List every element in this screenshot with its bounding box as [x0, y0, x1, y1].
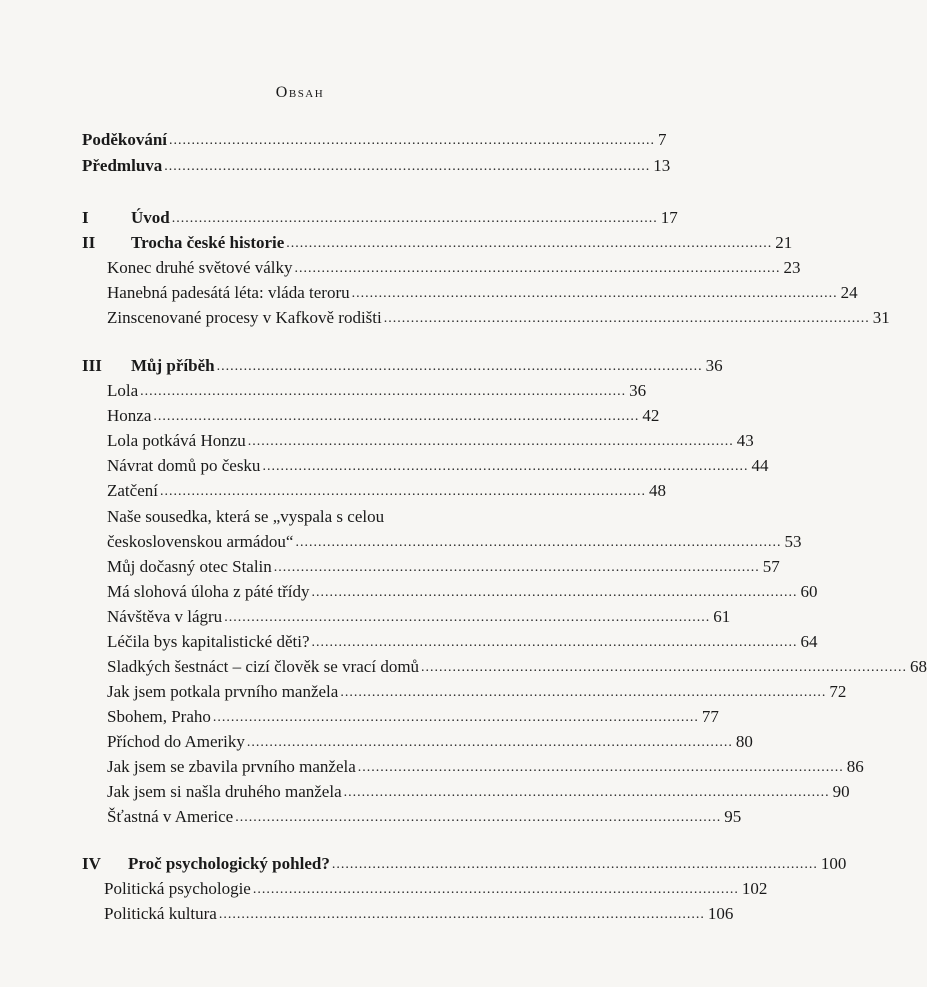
- toc-entry-label: Má slohová úloha z páté třídy: [107, 582, 310, 601]
- toc-entry-label: Lola potkává Honzu: [107, 431, 246, 450]
- toc-entry-label: Konec druhé světové války: [107, 258, 293, 277]
- dot-leader: ............................................................................................................: [224, 610, 711, 625]
- toc-entry-podekovani: [82, 128, 667, 152]
- toc-subentry-label-line1: Naše sousedka, která se „vyspala s celou: [107, 507, 385, 526]
- toc-entry-label: Sbohem, Praho: [107, 707, 211, 726]
- toc-subentry: [107, 281, 858, 305]
- toc-subentry: [107, 580, 818, 604]
- dot-leader: ............................................................................................................: [343, 785, 830, 800]
- toc-page-number: 86: [846, 757, 864, 776]
- section-number: III: [82, 356, 102, 375]
- toc-entry-label: Můj dočasný otec Stalin: [107, 557, 272, 576]
- dot-leader: ............................................................................................................: [295, 535, 782, 550]
- dot-leader: ............................................................................................................: [383, 311, 870, 326]
- toc-entry-label: Šťastná v Americe: [107, 807, 234, 826]
- dot-leader: ............................................................................................................: [421, 660, 908, 675]
- toc-subentry: [107, 655, 927, 679]
- dot-leader: ............................................................................................................: [331, 857, 818, 872]
- toc-entry-label: Politická psychologie: [104, 879, 251, 898]
- toc-entry-label: Politická kultura: [104, 904, 217, 923]
- toc-page-number: 72: [829, 682, 847, 701]
- dot-leader: ............................................................................................................: [294, 261, 781, 276]
- toc-entry-label: Návrat domů po česku: [107, 456, 261, 475]
- toc-page-number: 44: [751, 456, 769, 475]
- toc-page-number: 17: [660, 208, 678, 227]
- dot-leader: ............................................................................................................: [171, 211, 658, 226]
- toc-subentry: [107, 730, 753, 754]
- toc-page-number: 42: [642, 406, 660, 425]
- dot-leader: ............................................................................................................: [235, 810, 722, 825]
- dot-leader: ............................................................................................................: [252, 882, 739, 897]
- toc-entry-label: Jak jsem si našla druhého manžela: [107, 782, 342, 801]
- toc-entry-label: Zinscenované procesy v Kafkově rodišti: [107, 308, 382, 327]
- toc-entry-proc-psychologicky-pohled: [128, 852, 847, 876]
- section-number: II: [82, 233, 96, 252]
- toc-entry-label: Předmluva: [82, 156, 163, 175]
- dot-leader: ............................................................................................................: [218, 907, 705, 922]
- toc-subentry: [107, 780, 850, 804]
- toc-entry-label: Léčila bys kapitalistické děti?: [107, 632, 310, 651]
- dot-leader: ............................................................................................................: [311, 585, 798, 600]
- dot-leader: ............................................................................................................: [153, 409, 640, 424]
- toc-page-number: 106: [707, 904, 734, 923]
- dot-leader: ............................................................................................................: [216, 359, 703, 374]
- toc-entry-label: Sladkých šestnáct – cizí člověk se vrací domů: [107, 657, 420, 676]
- dot-leader: ............................................................................................................: [159, 484, 646, 499]
- page-title: Obsah: [275, 84, 325, 101]
- toc-subentry: [104, 877, 768, 901]
- toc-page-number: 43: [736, 431, 754, 450]
- toc-page-number: 80: [735, 732, 753, 751]
- section-number: I: [82, 208, 89, 227]
- toc-entry-trocha-ceske-historie: [131, 231, 793, 255]
- toc-page-number: 13: [653, 156, 671, 175]
- toc-subentry: [107, 680, 847, 704]
- toc-page-number: 31: [872, 308, 890, 327]
- toc-entry-uvod: [131, 206, 678, 230]
- toc-page-number: 23: [783, 258, 801, 277]
- toc-subentry: [107, 605, 731, 629]
- toc-page-number: 90: [832, 782, 850, 801]
- dot-leader: ............................................................................................................: [340, 685, 827, 700]
- toc-subentry: [107, 479, 666, 503]
- dot-leader: ............................................................................................................: [262, 459, 749, 474]
- toc-page-number: 68: [910, 657, 927, 676]
- toc-subentry: [107, 630, 818, 654]
- toc-subentry: [107, 530, 802, 554]
- toc-entry-label: Lola: [107, 381, 139, 400]
- toc-entry-predmluva: [82, 154, 671, 178]
- toc-entry-label: Úvod: [131, 208, 170, 227]
- toc-subentry: [107, 805, 742, 829]
- toc-subentry: [107, 379, 647, 403]
- toc-subentry: [104, 902, 734, 926]
- toc-entry-label: Příchod do Ameriky: [107, 732, 245, 751]
- dot-leader: ............................................................................................................: [351, 286, 838, 301]
- dot-leader: ............................................................................................................: [357, 760, 844, 775]
- toc-entry-label: Jak jsem se zbavila prvního manžela: [107, 757, 356, 776]
- toc-page-number: 77: [701, 707, 719, 726]
- toc-page-number: 48: [648, 481, 666, 500]
- toc-page-number: 95: [724, 807, 742, 826]
- toc-subentry: [107, 256, 801, 280]
- toc-entry-label: československou armádou“: [107, 532, 294, 551]
- toc-page-number: 57: [762, 557, 780, 576]
- toc-subentry: [107, 429, 754, 453]
- toc-subentry: [107, 755, 864, 779]
- dot-leader: ............................................................................................................: [164, 159, 651, 174]
- dot-leader: ............................................................................................................: [286, 236, 773, 251]
- toc-page-number: 21: [775, 233, 793, 252]
- dot-leader: ............................................................................................................: [140, 384, 627, 399]
- toc-page-number: 7: [658, 130, 667, 149]
- toc-page-number: 36: [629, 381, 647, 400]
- dot-leader: ............................................................................................................: [212, 710, 699, 725]
- dot-leader: ............................................................................................................: [273, 560, 760, 575]
- dot-leader: ............................................................................................................: [169, 133, 656, 148]
- toc-page-number: 64: [800, 632, 818, 651]
- toc-subentry: [107, 454, 769, 478]
- toc-entry-label: Hanebná padesátá léta: vláda teroru: [107, 283, 350, 302]
- section-number: IV: [82, 854, 101, 873]
- toc-entry-label: Návštěva v lágru: [107, 607, 223, 626]
- toc-entry-label: Zatčení: [107, 481, 158, 500]
- toc-page-number: 60: [800, 582, 818, 601]
- toc-entry-label: Jak jsem potkala prvního manžela: [107, 682, 339, 701]
- toc-entry-label: Proč psychologický pohled?: [128, 854, 330, 873]
- toc-entry-label: Můj příběh: [131, 356, 215, 375]
- dot-leader: ............................................................................................................: [246, 735, 733, 750]
- toc-page-number: 53: [784, 532, 802, 551]
- toc-entry-label: Honza: [107, 406, 152, 425]
- toc-page-number: 100: [820, 854, 847, 873]
- toc-entry-label: Trocha české historie: [131, 233, 285, 252]
- toc-subentry: [107, 705, 719, 729]
- dot-leader: ............................................................................................................: [311, 635, 798, 650]
- toc-subentry: [107, 404, 660, 428]
- toc-subentry: [107, 555, 780, 579]
- toc-page-number: 36: [705, 356, 723, 375]
- toc-page-number: 102: [741, 879, 768, 898]
- toc-entry-muj-pribeh: [131, 354, 723, 378]
- toc-page-number: 61: [713, 607, 731, 626]
- toc-entry-label: Poděkování: [82, 130, 168, 149]
- toc-page-number: 24: [840, 283, 858, 302]
- toc-subentry: [107, 306, 890, 330]
- dot-leader: ............................................................................................................: [247, 434, 734, 449]
